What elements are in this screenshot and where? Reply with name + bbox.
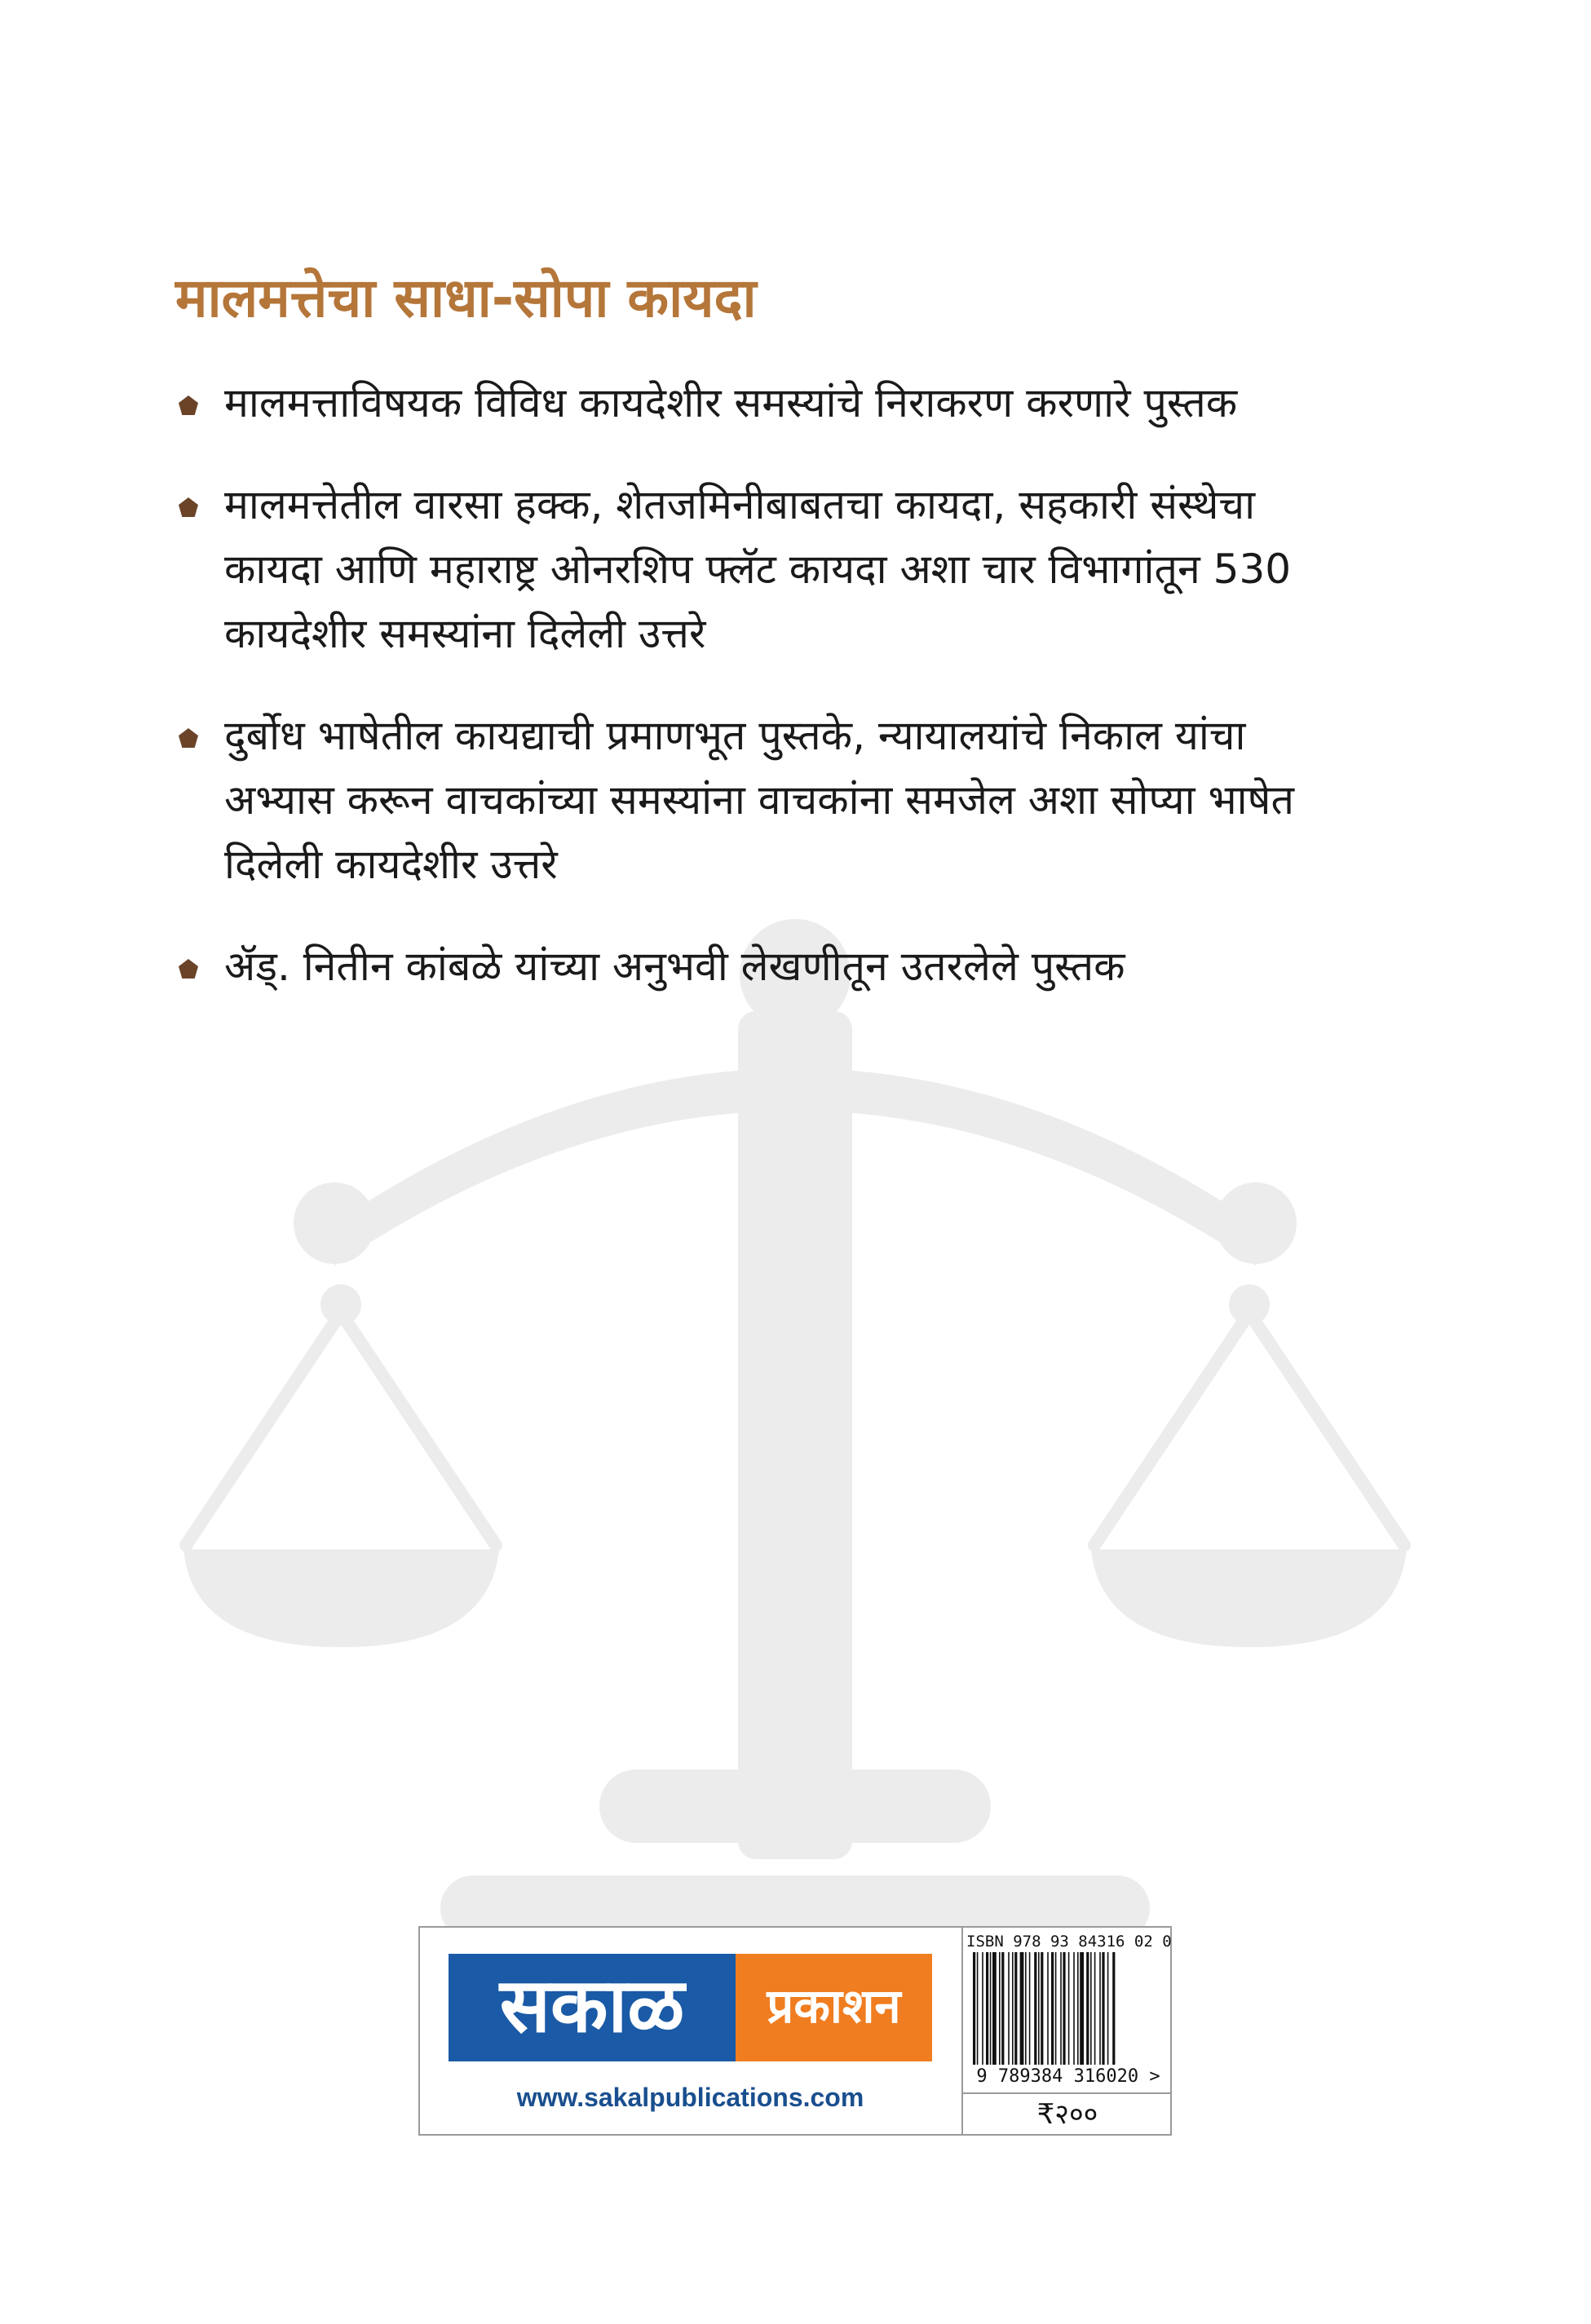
divider: [961, 1928, 963, 2134]
bullet-line: कायदेशीर समस्यांना दिलेली उत्तरे: [224, 610, 706, 657]
bullet-line: अभ्यास करून वाचकांच्या समस्यांना वाचकांना समजेल अशा सोप्या भाषेत: [224, 776, 1294, 824]
price-label: ₹२००: [1036, 2098, 1098, 2131]
bullet-line: मालमत्ताविषयक विविध कायदेशीर समस्यांचे निराकरण करणारे पुस्तक: [224, 379, 1238, 426]
feature-bullet-2: [175, 473, 1480, 666]
feature-bullet-4: [175, 934, 1480, 999]
bullet-line: दुर्बोध भाषेतील कायद्याची प्रमाणभूत पुस्तके, न्यायालयांचे निकाल यांचा: [224, 712, 1246, 759]
feature-bullet-3: [175, 704, 1480, 897]
publisher-logo: [449, 1954, 932, 2061]
pentagon-bullet-icon: [179, 959, 198, 979]
logo-main-text: सकाळ: [449, 1954, 736, 2061]
feature-bullet-1: [175, 371, 1480, 435]
barcode-image: [971, 1952, 1164, 2065]
back-cover-title: मालमत्तेचा साधा-सोपा कायदा: [175, 267, 757, 329]
bullet-line: दिलेली कायदेशीर उत्तरे: [224, 841, 558, 888]
pentagon-bullet-icon: [179, 395, 198, 415]
bullet-line: ॲड्. नितीन कांबळे यांच्या अनुभवी लेखणीतून उतरलेले पुस्तक: [224, 943, 1125, 990]
pentagon-bullet-icon: [179, 497, 198, 517]
logo-sub-text: प्रकाशन: [736, 1954, 932, 2061]
bullet-line: कायदा आणि महाराष्ट्र ओनरशिप फ्लॅट कायदा अशा चार विभागांतून 530: [224, 546, 1292, 593]
pentagon-bullet-icon: [179, 728, 198, 748]
bullet-line: मालमत्तेतील वारसा हक्क, शेतजमिनीबाबतचा कायदा, सहकारी संस्थेचा: [224, 481, 1256, 528]
barcode-digits: 9 789384 316020 >: [976, 2066, 1160, 2087]
publisher-website-link[interactable]: www.sakalpublications.com: [516, 2083, 864, 2112]
divider: [961, 2092, 1170, 2094]
publisher-info-box: [418, 1926, 1172, 2136]
isbn-label: ISBN 978 93 84316 02 0: [966, 1933, 1172, 1951]
feature-list: [175, 371, 1480, 1036]
